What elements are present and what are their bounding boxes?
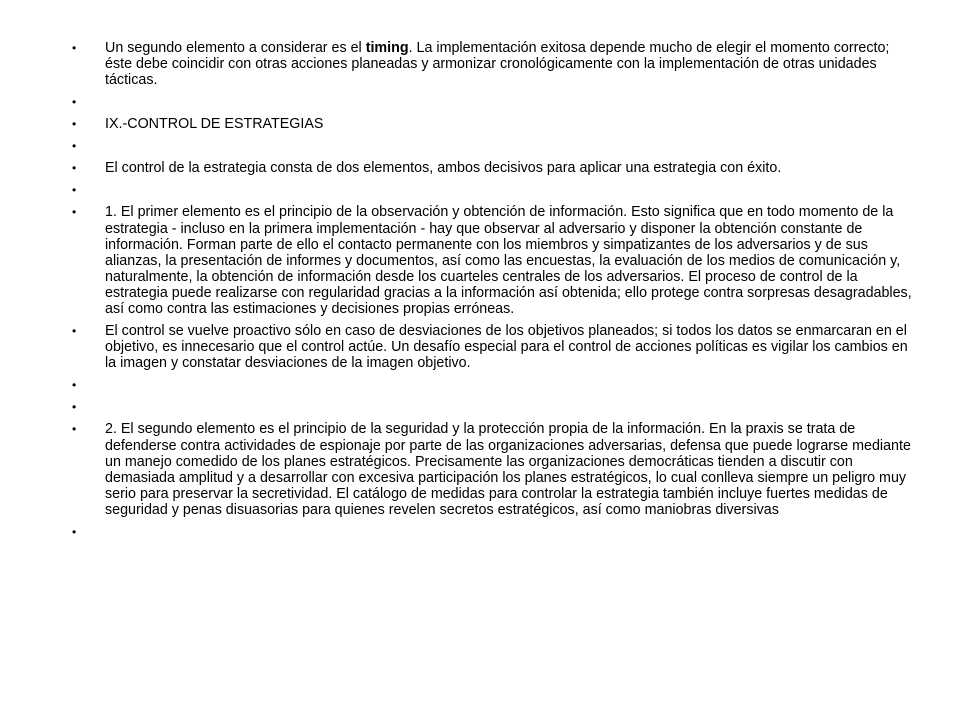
timing-bold-word: timing bbox=[365, 40, 409, 56]
list-item-timing bbox=[72, 40, 912, 88]
bullet-icon: • bbox=[72, 400, 77, 415]
paragraph-second-element: 2. El segundo elemento es el principio de la seguridad y la protección propia de la información. En la praxis se trata de defenderse contra actividades de espionaje por parte de las organizaciones adversarias, defensa que puede lograrse mediante un manejo comedido de los planes estratégicos. Precisamente las organizaciones democráticas tienden a discutir con demasiada amplitud y a desarrollar con excesiva participación los planes estratégicos, lo cual conlleva siempre un peligro muy serio para preservar la secretividad. El catálogo de medidas para controlar la estrategia también incluye fuertes medidas de seguridad y penas disuasorias para quienes revelen secretos estratégicos, así como maniobras diversivas bbox=[105, 421, 911, 518]
bullet-icon: • bbox=[72, 41, 77, 55]
paragraph-proactive-control: El control se vuelve proactivo sólo en caso de desviaciones de los objetivos planeados; si todos los datos se enmarcaran en el objetivo, es innecesario que el control actúe. Un desafío especial para el control de acciones políticas es vigilar los cambios en la imagen y constatar desviaciones de la imagen objetivo. bbox=[105, 323, 908, 372]
bullet-icon: • bbox=[72, 324, 77, 339]
paragraph-timing bbox=[105, 40, 912, 88]
list-item-empty bbox=[72, 399, 912, 415]
bullet-icon: • bbox=[72, 524, 77, 539]
paragraph-timing-end: . La implementación exitosa depende mucho de elegir el momento correcto; éste debe coincidir con otras acciones planeadas y armonizar cronológicamente con la implementación de otras unidades tácticas. bbox=[105, 40, 890, 89]
list-item-empty bbox=[72, 94, 912, 110]
list-item-proactive-control bbox=[72, 323, 912, 371]
bullet-icon: • bbox=[72, 422, 77, 437]
bullet-icon: • bbox=[72, 95, 77, 110]
paragraph-first-element: 1. El primer elemento es el principio de la observación y obtención de información. Esto significa que en todo momento de la estrategia - incluso en la primera implementación - hay que observar al adversario y disponer la obtención constante de información. Forman parte de ello el contacto permanente con los miembros y simpatizantes de los adversarios y de sus alianzas, la presentación de informes y documentos, así como las encuestas, la evaluación de los medios de comunicación y, naturalmente, la obtención de información desde los cuarteles centrales de los adversarios. El proceso de control de la estrategia puede realizarse con regularidad gracias a la información así obtenida; ello protege contra sorpresas desagradables, así como contra las estimaciones y decisiones propias erróneas. bbox=[105, 204, 912, 318]
section-heading: IX.-CONTROL DE ESTRATEGIAS bbox=[105, 116, 324, 133]
paragraph-timing-start: Un segundo elemento a considerar es el bbox=[105, 40, 366, 56]
bullet-icon: • bbox=[72, 378, 77, 393]
list-item-control-intro bbox=[72, 160, 912, 176]
bullet-icon: • bbox=[72, 117, 77, 132]
list-item-first-element bbox=[72, 204, 912, 317]
list-item-empty bbox=[72, 524, 912, 540]
list-item-empty bbox=[72, 377, 912, 393]
bullet-list bbox=[72, 40, 912, 546]
list-item-second-element bbox=[72, 421, 912, 518]
bullet-icon: • bbox=[72, 183, 77, 198]
list-item-empty bbox=[72, 138, 912, 154]
bullet-icon: • bbox=[72, 205, 77, 220]
bullet-icon: • bbox=[72, 161, 77, 176]
paragraph-control-intro: El control de la estrategia consta de dos elementos, ambos decisivos para aplicar una estrategia con éxito. bbox=[105, 160, 782, 177]
list-item-section-heading bbox=[72, 116, 912, 132]
list-item-empty bbox=[72, 182, 912, 198]
bullet-icon: • bbox=[72, 139, 77, 154]
